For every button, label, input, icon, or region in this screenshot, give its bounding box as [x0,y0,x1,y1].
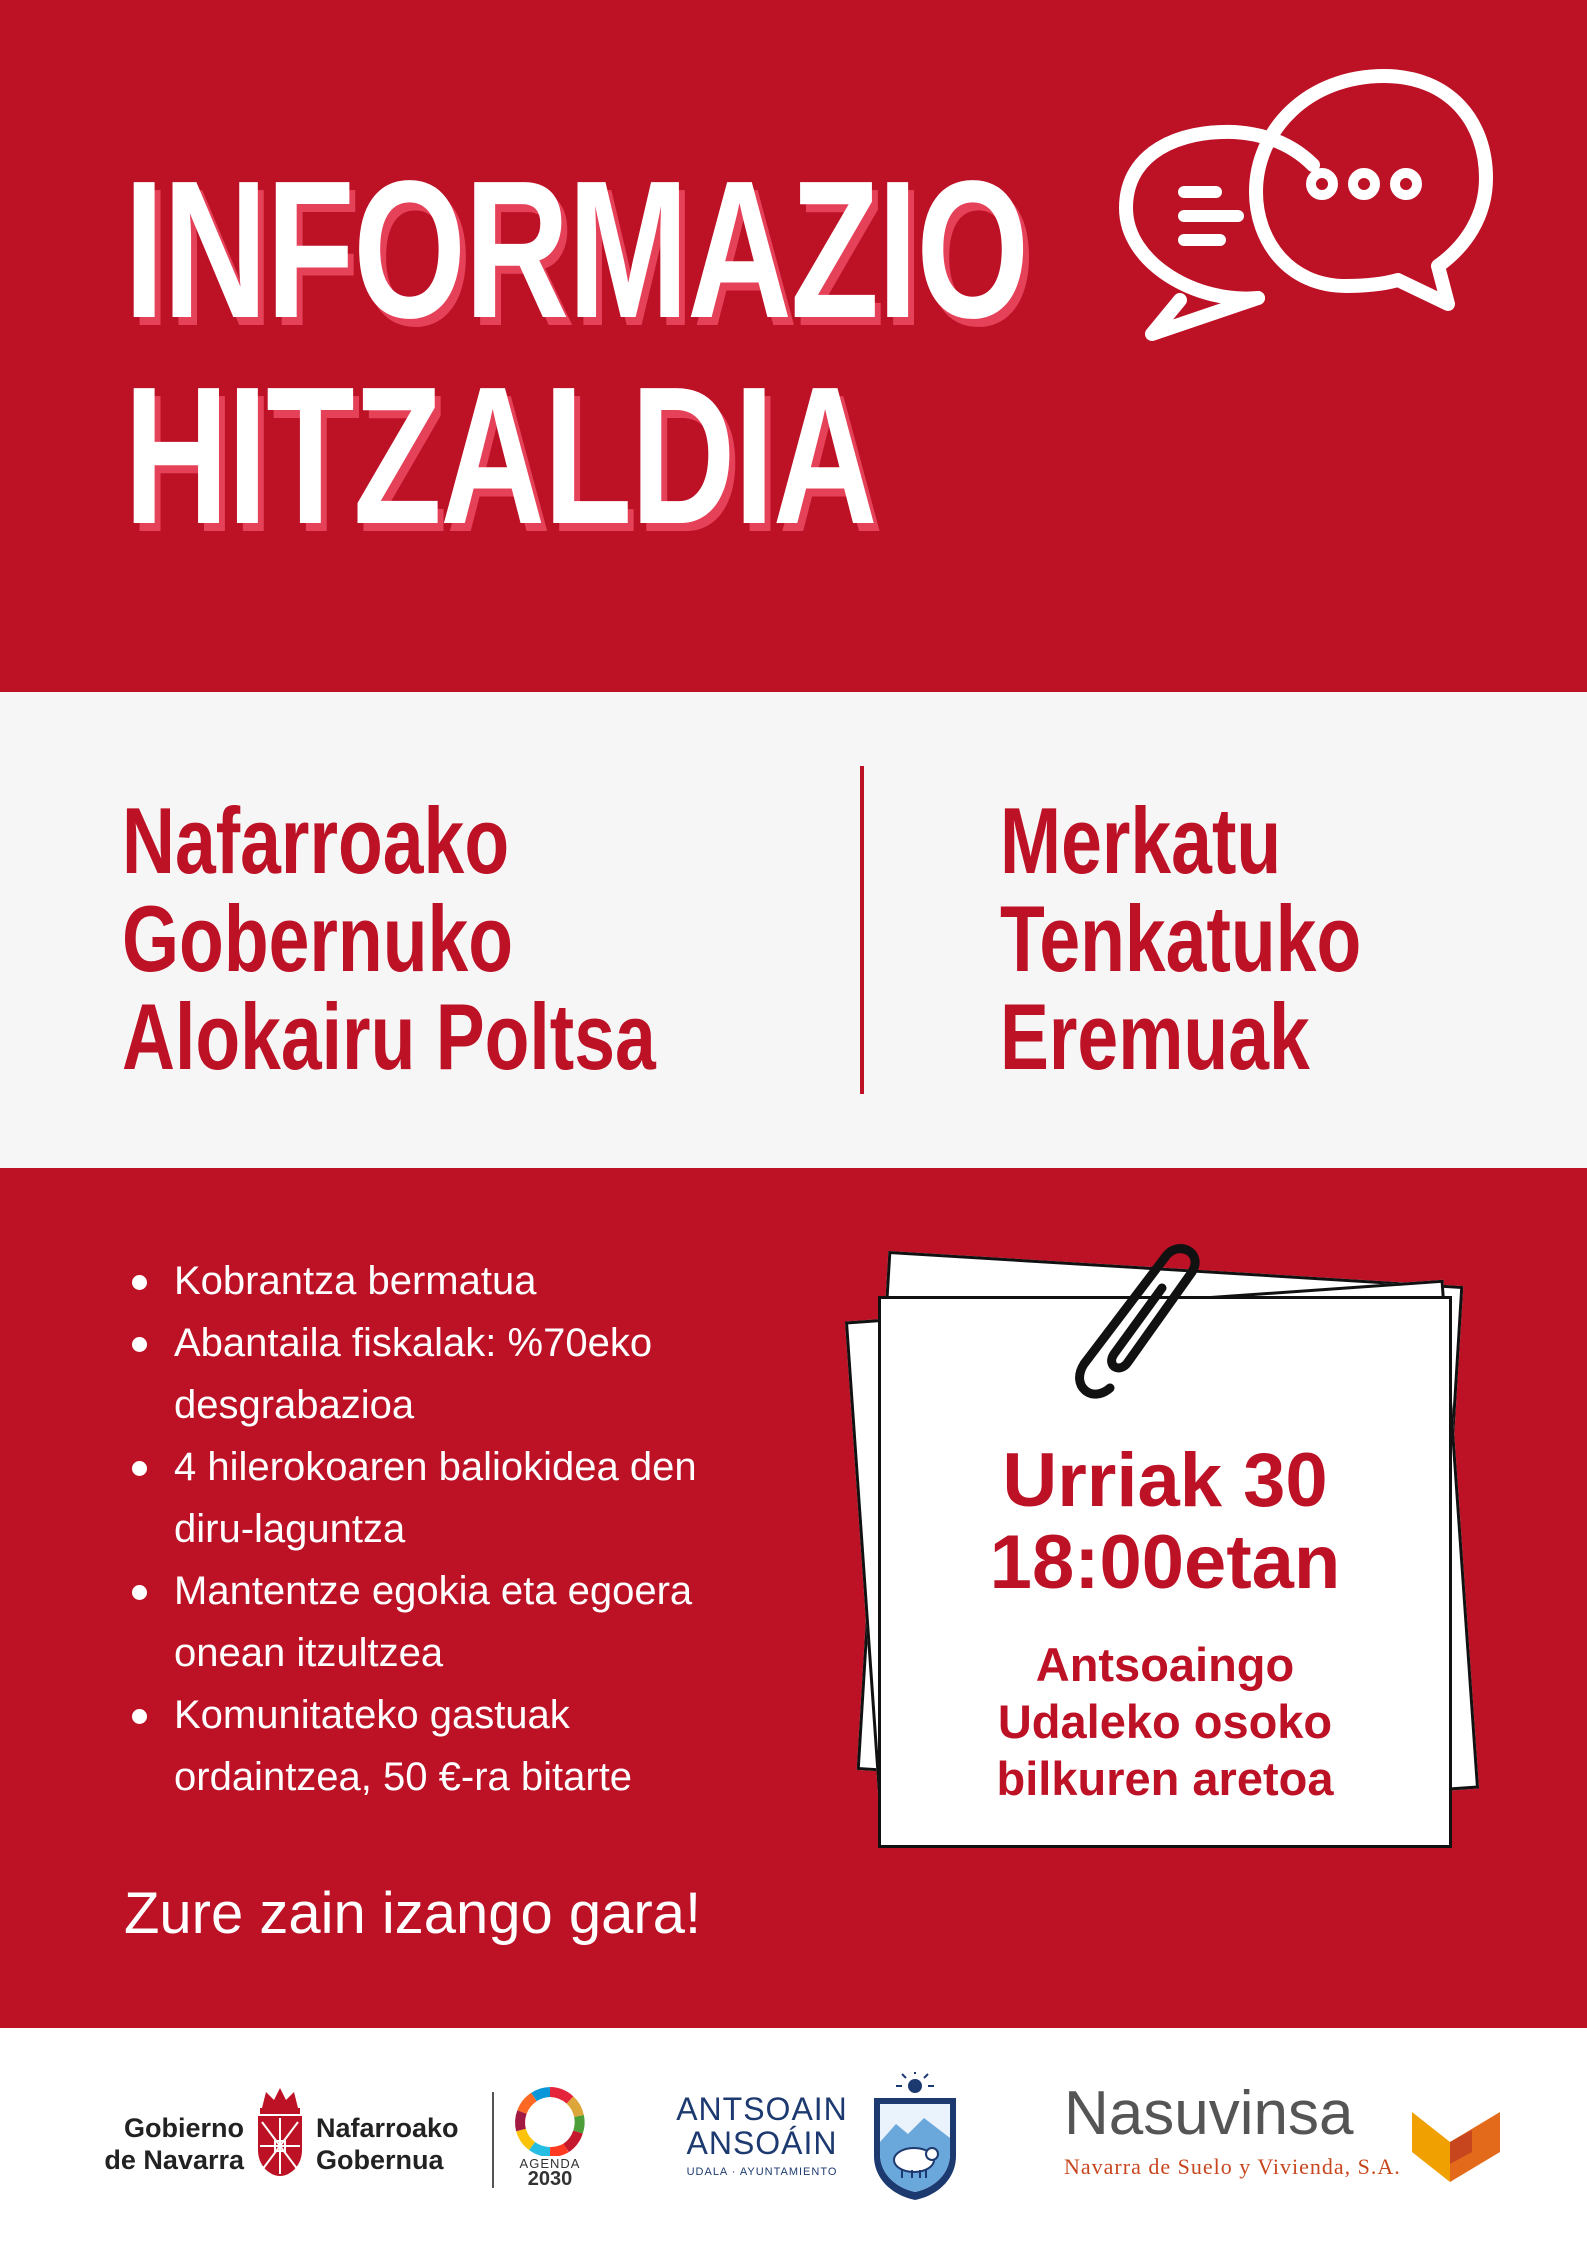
topic-tense-market [1000,788,1362,1089]
list-item [132,1436,772,1560]
gobierno-navarra-logo [88,2086,588,2190]
navarra-es-text [88,2112,244,2176]
logo-divider [492,2092,494,2188]
benefits-list [132,1250,772,1808]
agenda-year: 2030 [527,2168,573,2190]
bullet-icon [132,1461,147,1476]
benefit-text: Kobrantza bermatua [174,1259,537,1303]
bullet-icon [132,1709,147,1724]
list-item [132,1250,772,1312]
antsoain-name: ANTSOAIN [676,2091,848,2127]
page-title-line2: HITZALDIA [124,346,877,565]
ansoain-name: ANSOÁIN [686,2125,838,2161]
list-item [132,1312,772,1436]
list-item [132,1560,772,1684]
bullet-icon [132,1337,147,1352]
event-place-line: Antsoaingo [1035,1638,1295,1691]
antsoain-subtitle: UDALA · AYUNTAMIENTO [686,2166,838,2178]
event-place-line: bilkuren aretoa [996,1752,1334,1805]
event-place-line: Udaleko osoko [997,1695,1333,1748]
benefit-text: 4 hilerokoaren baliokidea den diru-laguntza [174,1445,697,1551]
list-item [132,1684,772,1808]
event-time: 18:00etan [989,1520,1341,1605]
event-date: Urriak 30 [1002,1438,1328,1523]
nasuvinsa-name: Nasuvinsa [1064,2079,1354,2148]
topic-right-line: Tenkatuko [1000,886,1362,991]
closing-message: Zure zain izango gara! [124,1881,702,1946]
benefit-text: Abantaila fiskalak: %70eko desgrabazioa [174,1321,653,1427]
navarra-crest-icon [252,2086,308,2178]
navarra-eu-line: Nafarroako [316,2113,459,2143]
navarra-es-line: Gobierno [124,2113,244,2143]
antsoain-shield-icon [868,2072,962,2202]
agenda-2030-logo [508,2086,592,2190]
nasuvinsa-logo [1064,2080,1524,2190]
event-datetime [878,1440,1452,1604]
benefit-text: Mantentze egokia eta egoera onean itzultzea [174,1569,693,1675]
event-place [878,1636,1452,1807]
topic-left-line: Gobernuko [122,886,514,991]
benefit-text: Komunitateko gastuak ordaintzea, 50 €-ra bitarte [174,1693,633,1799]
topic-right-line: Eremuak [1000,984,1310,1089]
topic-right-line: Merkatu [1000,788,1282,893]
agenda-label: AGENDA [519,2156,581,2171]
antsoain-logo [672,2072,972,2202]
nasuvinsa-mark-icon [1410,2102,1502,2184]
paperclip-icon [1070,1236,1210,1416]
chat-bubbles-icon [1108,60,1500,360]
topic-rental-pool [122,788,656,1089]
navarra-eu-text [316,2112,459,2176]
page-title-line1: INFORMAZIO [124,140,1028,359]
topic-left-line: Nafarroako [122,788,510,893]
navarra-eu-line: Gobernua [316,2145,444,2175]
bullet-icon [132,1275,147,1290]
navarra-es-line: de Navarra [104,2145,244,2175]
nasuvinsa-subtitle: Navarra de Suelo y Vivienda, S.A. [1064,2154,1401,2179]
topic-divider [860,766,864,1094]
bullet-icon [132,1585,147,1600]
sdg-wheel-icon [508,2086,592,2156]
topic-left-line: Alokairu Poltsa [122,984,656,1089]
